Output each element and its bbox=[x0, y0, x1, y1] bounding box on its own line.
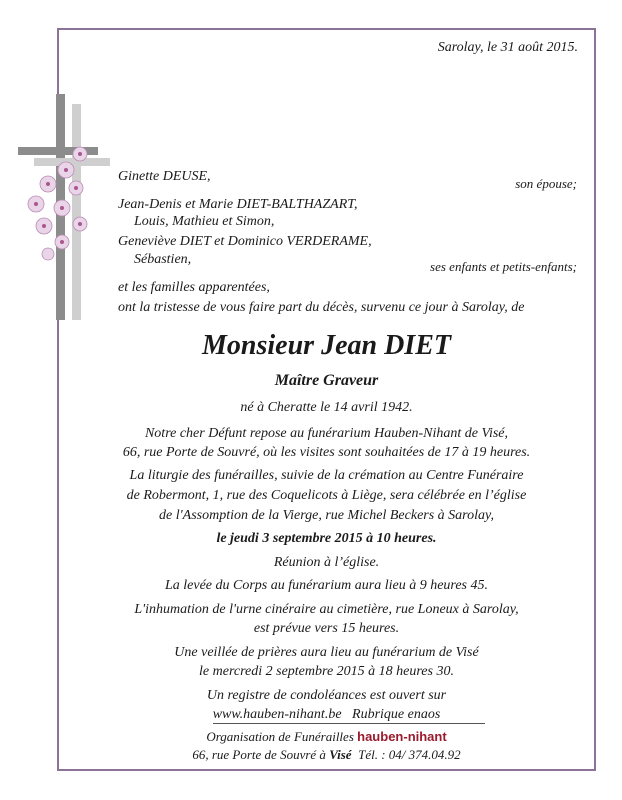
address-phone: Tél. : 04/ 374.04.92 bbox=[358, 747, 461, 762]
vigil-line-1: Une veillée de prières aura lieu au funérarium de Visé bbox=[174, 645, 479, 660]
address-street: 66, rue Porte de Souvré à bbox=[192, 747, 326, 762]
liturgy-date: le jeudi 3 septembre 2015 à 10 heures. bbox=[216, 531, 437, 546]
children-relation: ses enfants et petits-enfants; bbox=[430, 259, 577, 274]
child-2-name: Geneviève DIET et Dominico VERDERAME, bbox=[118, 234, 372, 249]
deceased-name: Monsieur Jean DIET bbox=[202, 330, 451, 361]
vigil-line-2: le mercredi 2 septembre 2015 à 18 heures 30. bbox=[199, 664, 454, 679]
deceased-profession: Maître Graveur bbox=[274, 372, 379, 389]
announcement-line: ont la tristesse de vous faire part du décès, survenu ce jour à Sarolay, de bbox=[118, 300, 525, 315]
grandchildren-2: Sébastien, bbox=[134, 252, 192, 267]
grandchildren-1: Louis, Mathieu et Simon, bbox=[134, 214, 275, 229]
birth-info: né à Cheratte le 14 avril 1942. bbox=[240, 400, 413, 415]
child-1-name: Jean-Denis et Marie DIET-BALTHAZART, bbox=[118, 197, 358, 212]
cross-orchid-icon bbox=[18, 92, 110, 332]
liturgy-line-3: de l'Assomption de la Vierge, rue Michel Beckers à Sarolay, bbox=[159, 508, 494, 523]
levee-info: La levée du Corps au funérarium aura lieu à 9 heures 45. bbox=[164, 578, 488, 593]
org-prefix: Organisation de Funérailles bbox=[206, 729, 354, 744]
liturgy-line-1: La liturgie des funérailles, suivie de la crémation au Centre Funéraire bbox=[129, 468, 524, 483]
register-website-link[interactable]: www.hauben-nihant.be Rubrique enaos bbox=[212, 707, 441, 722]
address-city: Visé bbox=[329, 747, 352, 762]
repose-line-1: Notre cher Défunt repose au funérarium Hauben-Nihant de Visé, bbox=[144, 426, 509, 441]
spouse-relation: son épouse; bbox=[515, 176, 577, 191]
footer-divider bbox=[213, 723, 485, 724]
liturgy-line-2: de Robermont, 1, rue des Coquelicots à Liège, sera célébrée en l’église bbox=[126, 488, 527, 503]
repose-line-2: 66, rue Porte de Souvré, où les visites sont souhaitées de 17 à 19 heures. bbox=[122, 445, 531, 460]
footer-organisation bbox=[57, 729, 596, 745]
other-families: et les familles apparentées, bbox=[118, 280, 270, 295]
announcement-date: Sarolay, le 31 août 2015. bbox=[437, 40, 578, 55]
spouse-name: Ginette DEUSE, bbox=[118, 169, 211, 184]
register-line-1: Un registre de condoléances est ouvert sur bbox=[206, 688, 447, 703]
burial-line-2: est prévue vers 15 heures. bbox=[253, 621, 400, 636]
org-brand-logo: hauben-nihant bbox=[357, 729, 447, 744]
meeting-info: Réunion à l’église. bbox=[273, 555, 380, 570]
burial-line-1: L'inhumation de l'urne cinéraire au cimetière, rue Loneux à Sarolay, bbox=[134, 602, 519, 617]
footer-address bbox=[57, 747, 596, 763]
